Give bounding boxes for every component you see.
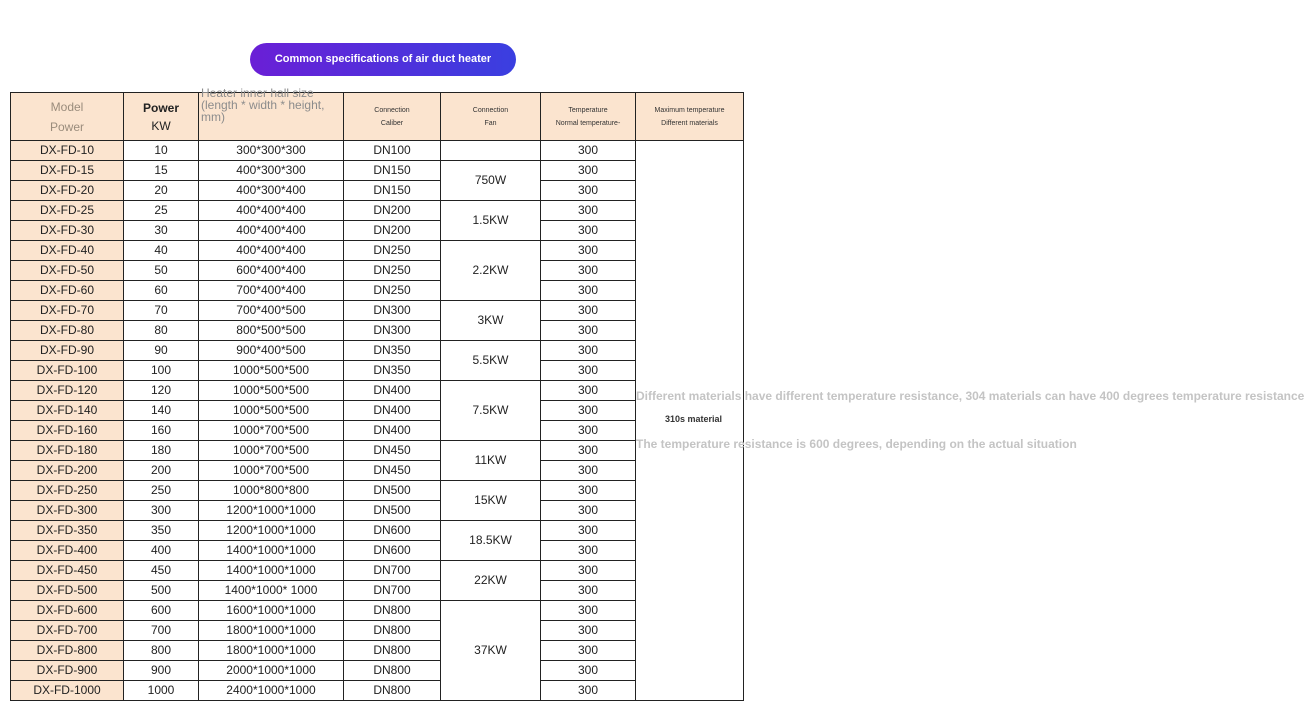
model-cell: DX-FD-120 xyxy=(11,381,124,401)
header-row xyxy=(11,93,744,141)
table-row xyxy=(11,401,744,421)
size-cell: 1000*700*500 xyxy=(199,441,344,461)
model-cell: DX-FD-70 xyxy=(11,301,124,321)
model-cell: DX-FD-25 xyxy=(11,201,124,221)
temperature-cell: 300 xyxy=(541,341,636,361)
power-cell: 500 xyxy=(124,581,199,601)
temperature-cell: 300 xyxy=(541,661,636,681)
power-cell: 800 xyxy=(124,641,199,661)
spec-table-body xyxy=(11,141,1304,701)
fan-cell: 15KW xyxy=(441,481,541,521)
model-cell: DX-FD-10 xyxy=(11,141,124,161)
temperature-cell: 300 xyxy=(541,361,636,381)
fan-cell: 11KW xyxy=(441,441,541,481)
model-cell: DX-FD-160 xyxy=(11,421,124,441)
header-power: Power KW xyxy=(124,93,199,141)
caliber-cell: DN150 xyxy=(344,181,441,201)
size-cell: 1800*1000*1000 xyxy=(199,621,344,641)
temperature-cell: 300 xyxy=(541,321,636,341)
caliber-cell: DN800 xyxy=(344,661,441,681)
caliber-cell: DN800 xyxy=(344,621,441,641)
fan-cell: 2.2KW xyxy=(441,241,541,301)
model-cell: DX-FD-900 xyxy=(11,661,124,681)
table-row xyxy=(11,621,744,641)
table-row xyxy=(11,421,744,441)
table-row xyxy=(11,461,744,481)
table-row xyxy=(11,681,744,701)
caliber-cell: DN200 xyxy=(344,221,441,241)
power-cell: 300 xyxy=(124,501,199,521)
size-cell: 400*400*400 xyxy=(199,241,344,261)
table-row xyxy=(11,381,744,401)
caliber-cell: DN250 xyxy=(344,241,441,261)
temperature-cell: 300 xyxy=(541,141,636,161)
table-row xyxy=(11,561,744,581)
caliber-cell: DN500 xyxy=(344,481,441,501)
size-cell: 600*400*400 xyxy=(199,261,344,281)
power-cell: 30 xyxy=(124,221,199,241)
size-cell: 1000*500*500 xyxy=(199,381,344,401)
power-cell: 900 xyxy=(124,661,199,681)
power-cell: 250 xyxy=(124,481,199,501)
power-cell: 70 xyxy=(124,301,199,321)
temperature-cell: 300 xyxy=(541,681,636,701)
size-cell: 400*400*400 xyxy=(199,221,344,241)
power-cell: 25 xyxy=(124,201,199,221)
table-row xyxy=(11,161,744,181)
max-temperature-note xyxy=(636,141,1304,701)
size-cell: 1000*500*500 xyxy=(199,401,344,421)
power-cell: 600 xyxy=(124,601,199,621)
temperature-cell: 300 xyxy=(541,581,636,601)
caliber-cell: DN500 xyxy=(344,501,441,521)
temperature-cell: 300 xyxy=(541,621,636,641)
power-cell: 100 xyxy=(124,361,199,381)
note-310: The temperature resistance is 600 degrees, depending on the actual situation xyxy=(636,437,1077,451)
fan-cell: 5.5KW xyxy=(441,341,541,381)
caliber-cell: DN300 xyxy=(344,321,441,341)
model-cell: DX-FD-50 xyxy=(11,261,124,281)
caliber-cell: DN350 xyxy=(344,361,441,381)
table-row xyxy=(11,241,744,261)
page-title: Common specifications of air duct heater xyxy=(250,43,516,76)
header-size: Heater inner hall size (length * width * height, mm) xyxy=(199,93,344,141)
temperature-cell: 300 xyxy=(541,241,636,261)
caliber-cell: DN250 xyxy=(344,281,441,301)
caliber-cell: DN400 xyxy=(344,381,441,401)
size-cell: 1800*1000*1000 xyxy=(199,641,344,661)
header-max-temperature: Maximum temperature Different materials xyxy=(636,93,744,141)
size-cell: 1400*1000* 1000 xyxy=(199,581,344,601)
size-cell: 1000*700*500 xyxy=(199,421,344,441)
table-row xyxy=(11,261,744,281)
caliber-cell: DN150 xyxy=(344,161,441,181)
size-cell: 1200*1000*1000 xyxy=(199,521,344,541)
model-cell: DX-FD-80 xyxy=(11,321,124,341)
header-temperature: Temperature Normal temperature- xyxy=(541,93,636,141)
table-row xyxy=(11,521,744,541)
table-row xyxy=(11,641,744,661)
size-cell: 400*300*300 xyxy=(199,161,344,181)
size-cell: 400*300*400 xyxy=(199,181,344,201)
caliber-cell: DN600 xyxy=(344,521,441,541)
model-cell: DX-FD-400 xyxy=(11,541,124,561)
size-cell: 1600*1000*1000 xyxy=(199,601,344,621)
temperature-cell: 300 xyxy=(541,561,636,581)
caliber-cell: DN450 xyxy=(344,461,441,481)
model-cell: DX-FD-200 xyxy=(11,461,124,481)
temperature-cell: 300 xyxy=(541,521,636,541)
caliber-cell: DN400 xyxy=(344,401,441,421)
model-cell: DX-FD-140 xyxy=(11,401,124,421)
fan-cell: 22KW xyxy=(441,561,541,601)
size-cell: 1000*800*800 xyxy=(199,481,344,501)
size-cell: 1000*700*500 xyxy=(199,461,344,481)
model-cell: DX-FD-90 xyxy=(11,341,124,361)
power-cell: 200 xyxy=(124,461,199,481)
size-cell: 1400*1000*1000 xyxy=(199,541,344,561)
temperature-cell: 300 xyxy=(541,441,636,461)
note-304: Different materials have different temperature resistance, 304 materials can have 400 degrees temperature resistance xyxy=(636,389,1304,403)
table-row xyxy=(11,441,744,461)
power-cell: 60 xyxy=(124,281,199,301)
spec-table xyxy=(10,86,1304,701)
caliber-cell: DN400 xyxy=(344,421,441,441)
power-cell: 160 xyxy=(124,421,199,441)
temperature-cell: 300 xyxy=(541,641,636,661)
caliber-cell: DN800 xyxy=(344,681,441,701)
temperature-cell: 300 xyxy=(541,401,636,421)
table-row xyxy=(11,181,744,201)
table-row xyxy=(11,601,744,621)
table-row xyxy=(11,341,744,361)
temperature-cell: 300 xyxy=(541,181,636,201)
model-cell: DX-FD-15 xyxy=(11,161,124,181)
temperature-cell: 300 xyxy=(541,381,636,401)
header-model: Model Power xyxy=(11,93,124,141)
caliber-cell: DN700 xyxy=(344,561,441,581)
temperature-cell: 300 xyxy=(541,221,636,241)
temperature-cell: 300 xyxy=(541,421,636,441)
size-cell: 2000*1000*1000 xyxy=(199,661,344,681)
table-row xyxy=(11,141,744,161)
caliber-cell: DN100 xyxy=(344,141,441,161)
fan-cell: 750W xyxy=(441,161,541,201)
model-cell: DX-FD-800 xyxy=(11,641,124,661)
model-cell: DX-FD-350 xyxy=(11,521,124,541)
caliber-cell: DN350 xyxy=(344,341,441,361)
fan-cell: 7.5KW xyxy=(441,381,541,441)
fan-cell: 37KW xyxy=(441,601,541,701)
temperature-cell: 300 xyxy=(541,281,636,301)
caliber-cell: DN800 xyxy=(344,601,441,621)
table-row xyxy=(11,281,744,301)
power-cell: 180 xyxy=(124,441,199,461)
table-row xyxy=(11,501,744,521)
power-cell: 40 xyxy=(124,241,199,261)
power-cell: 140 xyxy=(124,401,199,421)
table-row xyxy=(11,541,744,561)
temperature-cell: 300 xyxy=(541,301,636,321)
caliber-cell: DN200 xyxy=(344,201,441,221)
model-cell: DX-FD-300 xyxy=(11,501,124,521)
size-cell: 2400*1000*1000 xyxy=(199,681,344,701)
power-cell: 400 xyxy=(124,541,199,561)
note-310s-label: 310s material xyxy=(664,414,723,424)
power-cell: 15 xyxy=(124,161,199,181)
power-cell: 120 xyxy=(124,381,199,401)
table-row xyxy=(11,661,744,681)
header-fan: Connection Fan xyxy=(441,93,541,141)
fan-cell: 18.5KW xyxy=(441,521,541,561)
power-cell: 10 xyxy=(124,141,199,161)
model-cell: DX-FD-700 xyxy=(11,621,124,641)
power-cell: 1000 xyxy=(124,681,199,701)
size-cell: 1000*500*500 xyxy=(199,361,344,381)
caliber-cell: DN250 xyxy=(344,261,441,281)
model-cell: DX-FD-250 xyxy=(11,481,124,501)
table-row xyxy=(11,361,744,381)
header-caliber: Connection Caliber xyxy=(344,93,441,141)
power-cell: 350 xyxy=(124,521,199,541)
fan-cell: 3KW xyxy=(441,301,541,341)
caliber-cell: DN300 xyxy=(344,301,441,321)
model-cell: DX-FD-40 xyxy=(11,241,124,261)
temperature-cell: 300 xyxy=(541,201,636,221)
temperature-cell: 300 xyxy=(541,541,636,561)
fan-cell: 1.5KW xyxy=(441,201,541,241)
model-cell: DX-FD-600 xyxy=(11,601,124,621)
size-cell: 1200*1000*1000 xyxy=(199,501,344,521)
table-row xyxy=(11,581,744,601)
size-cell: 300*300*300 xyxy=(199,141,344,161)
temperature-cell: 300 xyxy=(541,601,636,621)
temperature-cell: 300 xyxy=(541,461,636,481)
caliber-cell: DN800 xyxy=(344,641,441,661)
table-row xyxy=(11,481,744,501)
temperature-cell: 300 xyxy=(541,261,636,281)
power-cell: 450 xyxy=(124,561,199,581)
caliber-cell: DN700 xyxy=(344,581,441,601)
power-cell: 50 xyxy=(124,261,199,281)
power-cell: 20 xyxy=(124,181,199,201)
table-row xyxy=(11,221,744,241)
caliber-cell: DN600 xyxy=(344,541,441,561)
temperature-cell: 300 xyxy=(541,481,636,501)
size-cell: 700*400*500 xyxy=(199,301,344,321)
power-cell: 80 xyxy=(124,321,199,341)
size-cell: 1400*1000*1000 xyxy=(199,561,344,581)
table-row xyxy=(11,321,744,341)
size-cell: 800*500*500 xyxy=(199,321,344,341)
table-row xyxy=(11,201,744,221)
size-cell: 700*400*400 xyxy=(199,281,344,301)
model-cell: DX-FD-100 xyxy=(11,361,124,381)
model-cell: DX-FD-1000 xyxy=(11,681,124,701)
power-cell: 90 xyxy=(124,341,199,361)
size-cell: 900*400*500 xyxy=(199,341,344,361)
model-cell: DX-FD-60 xyxy=(11,281,124,301)
caliber-cell: DN450 xyxy=(344,441,441,461)
fan-cell xyxy=(441,141,541,161)
temperature-cell: 300 xyxy=(541,501,636,521)
model-cell: DX-FD-450 xyxy=(11,561,124,581)
temperature-cell: 300 xyxy=(541,161,636,181)
model-cell: DX-FD-20 xyxy=(11,181,124,201)
power-cell: 700 xyxy=(124,621,199,641)
size-cell: 400*400*400 xyxy=(199,201,344,221)
model-cell: DX-FD-30 xyxy=(11,221,124,241)
model-cell: DX-FD-180 xyxy=(11,441,124,461)
table-row xyxy=(11,301,744,321)
model-cell: DX-FD-500 xyxy=(11,581,124,601)
